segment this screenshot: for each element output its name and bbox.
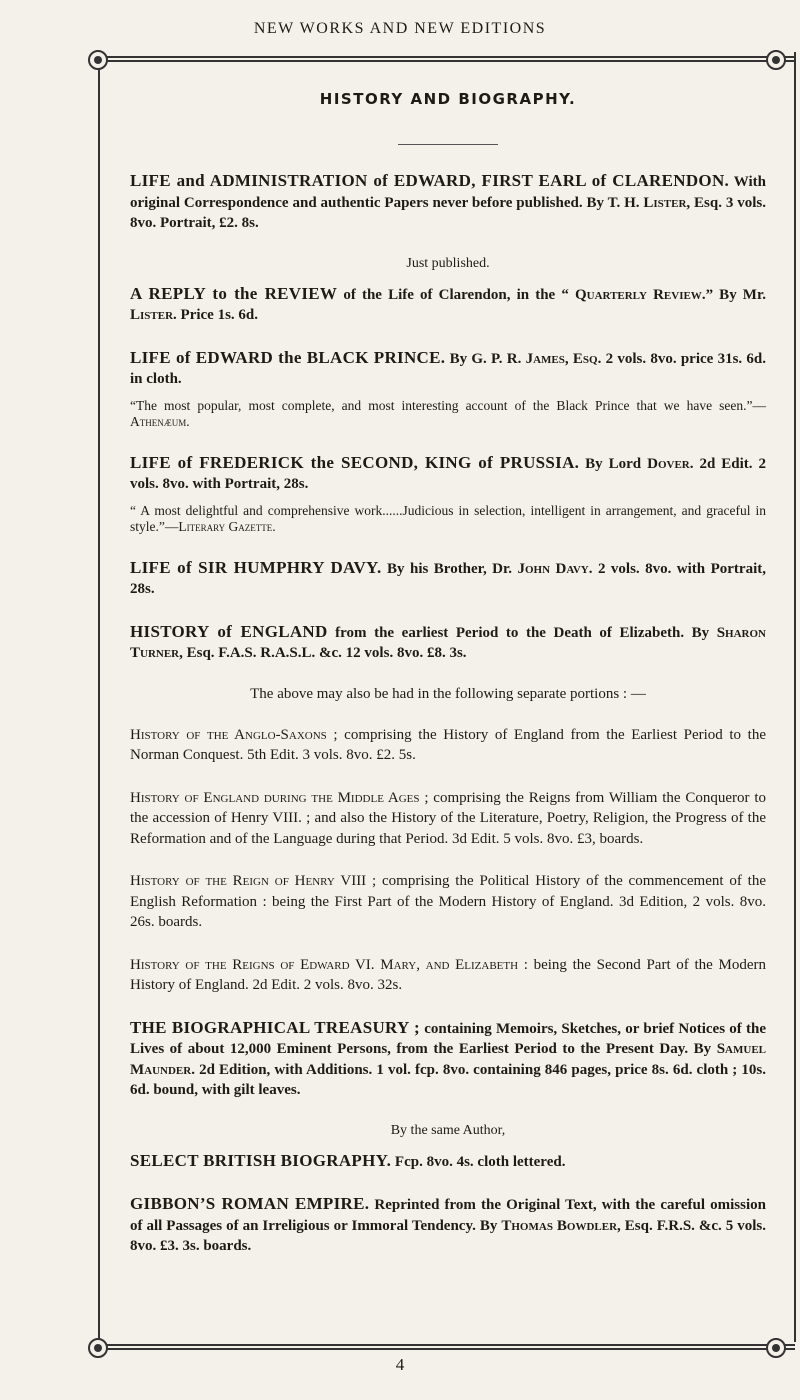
entry-henry-viii: History of the Reign of Henry VIII ; comprising the Political History of the commencement of the English Reformation : being the First Part of the Modern History of England. 3d Edition, 2 vols. 8vo. 26s. boards. xyxy=(130,873,766,930)
entry-middle-ages: History of England during the Middle Ages ; comprising the Reigns from William the Conqueror to the accession of Henry VIII. ; and also the History of the Literature, Poetry, Religion, the Progress of the Reformation and of the Language during that Period. 3d Edit. 5 vols. 8vo. £3, boards. xyxy=(130,789,766,847)
entry-gibbon: GIBBON’S ROMAN EMPIRE. Reprinted from the Original Text, with the careful omission of all Passages of an Irreligious or Immoral Tendency. By Thomas Bowdler, Esq. F.R.S. &c. 5 vols. 8vo. £3. 3s. boards. xyxy=(130,1194,767,1254)
entry-davy: LIFE of SIR HUMPHRY DAVY. By his Brother, Dr. John Davy. 2 vols. 8vo. with Portrait, 28s. xyxy=(130,557,766,597)
page-number: 4 xyxy=(395,1355,405,1374)
corner-ornament-icon xyxy=(766,50,786,70)
running-head: NEW WORKS AND NEW EDITIONS xyxy=(253,20,547,37)
corner-ornament-icon xyxy=(88,50,108,70)
entry-frederick: LIFE of FREDERICK the SECOND, KING of PRUSSIA. By Lord Dover. 2d Edit. 2 vols. 8vo. with Portrait, 28s. xyxy=(130,452,767,492)
same-author-label: By the same Author, xyxy=(390,1122,506,1138)
entry-anglo-saxons: History of the Anglo-Saxons ; comprising the History of England from the Earliest Period to the Norman Conquest. 5th Edit. 3 vols. 8vo. £2. 5s. xyxy=(130,726,766,763)
section-divider xyxy=(398,144,498,145)
entry-select-british: SELECT BRITISH BIOGRAPHY. Fcp. 8vo. 4s. cloth lettered. xyxy=(130,1150,566,1170)
page-content xyxy=(130,90,766,1279)
section-title: HISTORY AND BIOGRAPHY. xyxy=(319,90,577,108)
bottom-double-rule xyxy=(95,1344,795,1350)
quote-literary-gazette: “ A most delightful and comprehensive work......Judicious in selection, intelligent in arrangement, and graceful in style.”—Literary Gazette. xyxy=(130,502,766,534)
entry-clarendon: LIFE and ADMINISTRATION of EDWARD, FIRST EARL of CLARENDON. With original Correspondence and authentic Papers never before published. By T. H. Lister, Esq. 3 vols. 8vo. Portrait, £2. 8s. xyxy=(130,171,766,231)
top-double-rule xyxy=(95,56,795,62)
separate-portions-label: The above may also be had in the following separate portions : — xyxy=(250,685,646,702)
just-published-label: Just published. xyxy=(406,255,490,271)
entry-edward-vi: History of the Reigns of Edward VI. Mary, and Elizabeth : being the Second Part of the Modern History of England. 2d Edit. 2 vols. 8vo. 32s. xyxy=(130,956,766,993)
entry-reply: A REPLY to the REVIEW of the Life of Clarendon, in the “ Quarterly Review.” By Mr. Lister. Price 1s. 6d. xyxy=(130,283,766,323)
entry-black-prince: LIFE of EDWARD the BLACK PRINCE. By G. P. R. James, Esq. 2 vols. 8vo. price 31s. 6d. in cloth. xyxy=(130,347,766,387)
entry-biographical-treasury: THE BIOGRAPHICAL TREASURY ; containing Memoirs, Sketches, or brief Notices of the Lives of about 12,000 Eminent Persons, from the Earliest Period to the Present Day. By Samuel Maunder. 2d Edition, with Additions. 1 vol. fcp. 8vo. containing 846 pages, price 8s. 6d. cloth ; 10s. 6d. bound, with gilt leaves. xyxy=(130,1017,767,1098)
quote-athenaeum: “The most popular, most complete, and most interesting account of the Black Prince that we have seen.”—Athenæum. xyxy=(130,397,766,429)
entry-history-england: HISTORY of ENGLAND from the earliest Period to the Death of Elizabeth. By Sharon Turner, Esq. F.A.S. R.A.S.L. &c. 12 vols. 8vo. £8. 3s. xyxy=(130,621,766,661)
